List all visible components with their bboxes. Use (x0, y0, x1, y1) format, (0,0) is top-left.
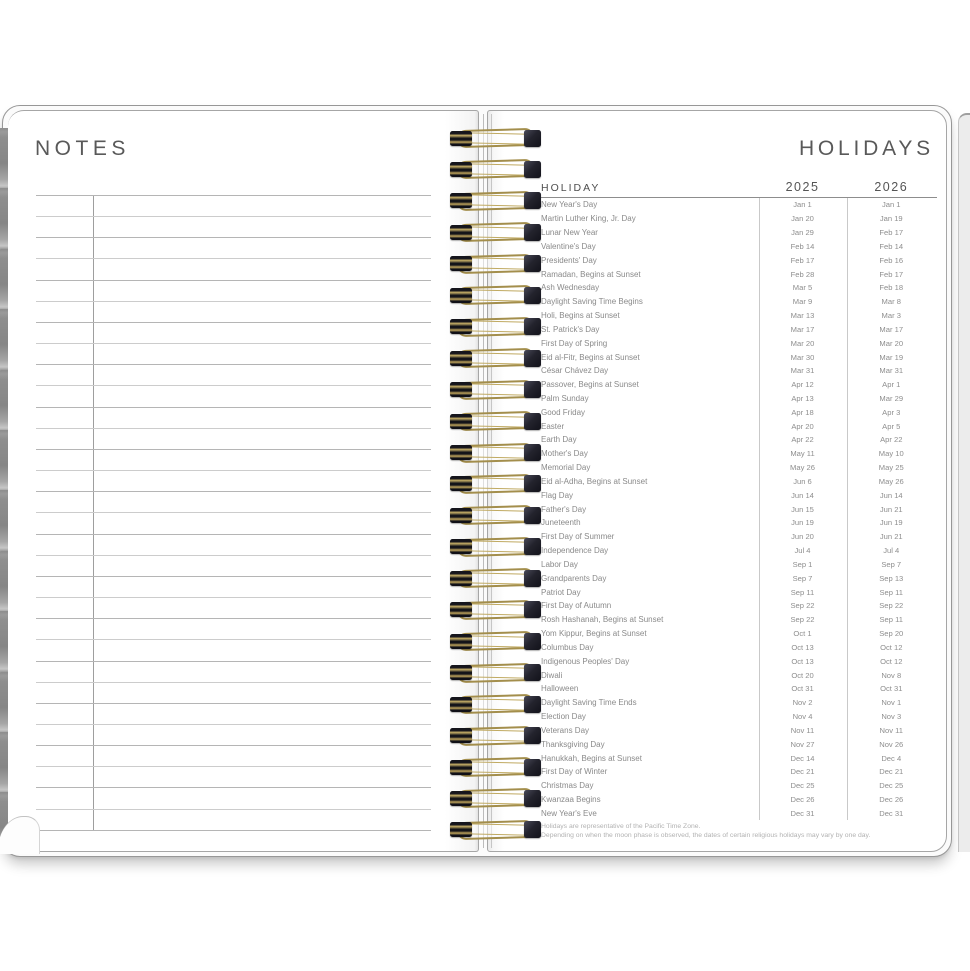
table-row (541, 322, 936, 336)
date-2026-cell: May 10 (878, 449, 904, 459)
date-2026-cell: Apr 3 (882, 407, 901, 417)
wire-end-cap-left (450, 508, 472, 523)
binding-loop (448, 411, 541, 431)
date-2026-cell: Feb 17 (879, 269, 904, 279)
table-row (541, 793, 936, 807)
ruled-line (36, 385, 431, 386)
date-2026-cell: Oct 31 (880, 684, 903, 694)
adjacent-page-edge (958, 113, 970, 852)
notes-page (8, 110, 479, 852)
binding-loop (448, 788, 541, 808)
ruled-line (36, 428, 431, 429)
table-row (541, 433, 936, 447)
binding-loop (448, 285, 541, 305)
ruled-line (36, 407, 431, 408)
wire-end-cap-right (524, 318, 541, 335)
table-row (541, 253, 936, 267)
holiday-name-cell: Martin Luther King, Jr. Day (541, 214, 636, 224)
wire-end-cap-right (524, 444, 541, 461)
holiday-name-cell: First Day of Winter (541, 767, 608, 777)
date-2025-cell: May 26 (790, 463, 815, 473)
table-row (541, 475, 936, 489)
table-rows (541, 198, 936, 820)
date-2025-cell: Jun 6 (793, 476, 812, 486)
holiday-name-cell: New Year's Eve (541, 808, 597, 818)
ruled-line (36, 512, 431, 513)
date-2025-cell: Mar 20 (790, 338, 815, 348)
wire-end-cap-right (524, 130, 541, 147)
holiday-column-header: HOLIDAY (541, 182, 601, 194)
table-row (541, 364, 936, 378)
binding-loop (448, 348, 541, 368)
table-row (541, 585, 936, 599)
holiday-name-cell: Eid al-Fitr, Begins at Sunset (541, 352, 640, 362)
date-2026-cell: Mar 19 (879, 352, 904, 362)
date-2026-cell: Sep 13 (879, 573, 904, 583)
table-row (541, 696, 936, 710)
notes-page-title: NOTES (35, 137, 130, 160)
table-row (541, 654, 936, 668)
holiday-name-cell: Holi, Begins at Sunset (541, 311, 620, 321)
date-2026-cell: Feb 17 (879, 228, 904, 238)
date-2025-cell: Dec 21 (790, 767, 815, 777)
date-2025-cell: Dec 31 (790, 808, 815, 818)
wire-end-cap-left (450, 256, 472, 271)
holiday-name-cell: Rosh Hashanah, Begins at Sunset (541, 615, 664, 625)
date-2026-cell: Nov 1 (881, 698, 902, 708)
wire-end-cap-right (524, 570, 541, 587)
wire-end-cap-right (524, 224, 541, 241)
ruled-line (36, 682, 431, 683)
date-2025-cell: Mar 13 (790, 311, 815, 321)
table-row (541, 737, 936, 751)
date-2026-cell: Mar 17 (879, 324, 904, 334)
table-row (541, 239, 936, 253)
ruled-line (36, 343, 431, 344)
holiday-name-cell: Ash Wednesday (541, 283, 600, 293)
date-2026-cell: Dec 21 (879, 767, 904, 777)
holiday-name-cell: Indigenous Peoples' Day (541, 656, 630, 666)
date-2026-cell: Oct 12 (880, 642, 903, 652)
wire-end-cap-right (524, 381, 541, 398)
date-2026-cell: Sep 11 (879, 587, 903, 597)
binding-loop (448, 222, 541, 242)
holiday-name-cell: Election Day (541, 712, 586, 722)
table-row (541, 405, 936, 419)
holiday-name-cell: Columbus Day (541, 642, 594, 652)
ruled-lines-area (36, 195, 431, 832)
ruled-line (36, 470, 431, 471)
wire-end-cap-left (450, 697, 472, 712)
table-row (541, 765, 936, 779)
table-row (541, 447, 936, 461)
table-row (541, 530, 936, 544)
table-row (541, 336, 936, 350)
date-2025-cell: Jan 20 (791, 214, 814, 224)
date-2025-cell: Oct 13 (791, 642, 814, 652)
binding-loop (448, 631, 541, 651)
holiday-name-cell: Independence Day (541, 546, 609, 556)
table-row (541, 627, 936, 641)
footnote-line-1: Holidays are representative of the Pacific Time Zone. (541, 823, 701, 830)
date-2025-cell: Sep 22 (790, 615, 815, 625)
date-2025-cell: Nov 4 (792, 712, 813, 722)
wire-end-cap-left (450, 602, 472, 617)
date-2026-cell: Dec 31 (879, 808, 904, 818)
holiday-name-cell: Memorial Day (541, 463, 591, 473)
table-row (541, 710, 936, 724)
date-2026-cell: Nov 8 (881, 670, 902, 680)
holiday-name-cell: St. Patrick's Day (541, 324, 600, 334)
ruled-line (36, 555, 431, 556)
date-2025-cell: Oct 31 (791, 684, 814, 694)
table-row (541, 641, 936, 655)
date-2026-cell: Apr 1 (882, 380, 901, 390)
holiday-name-cell: Good Friday (541, 407, 586, 417)
wire-end-cap-left (450, 193, 472, 208)
wire-end-cap-left (450, 319, 472, 334)
date-2025-cell: Mar 5 (792, 283, 813, 293)
table-row (541, 516, 936, 530)
footnotes (541, 822, 870, 841)
table-row (541, 599, 936, 613)
date-2026-cell: Jun 19 (879, 518, 903, 528)
date-2026-cell: Nov 26 (879, 739, 904, 749)
holiday-name-cell: Halloween (541, 684, 579, 694)
holiday-name-cell: First Day of Spring (541, 338, 608, 348)
holiday-name-cell: Father's Day (541, 504, 587, 514)
date-2026-cell: Apr 5 (882, 421, 901, 431)
date-2025-cell: Oct 20 (791, 670, 814, 680)
ruled-line (36, 724, 431, 725)
wire-end-cap-right (524, 255, 541, 272)
ruled-line (36, 195, 431, 196)
date-2026-cell: Apr 22 (880, 435, 903, 445)
holiday-name-cell: Flag Day (541, 490, 574, 500)
table-row (541, 779, 936, 793)
wire-end-cap-left (450, 728, 472, 743)
year-2026-column-header: 2026 (874, 180, 909, 194)
wire-end-cap-left (450, 791, 472, 806)
holiday-name-cell: New Year's Day (541, 200, 598, 210)
date-2025-cell: Sep 11 (790, 587, 815, 597)
ruled-line (36, 618, 431, 619)
table-row (541, 571, 936, 585)
binding-loop (448, 757, 541, 777)
date-2026-cell: Jun 21 (879, 504, 903, 514)
date-2025-cell: Mar 9 (792, 297, 813, 307)
holiday-name-cell: Daylight Saving Time Begins (541, 297, 643, 307)
date-2026-cell: Dec 26 (879, 795, 904, 805)
holiday-name-cell: Grandparents Day (541, 573, 607, 583)
wire-end-cap-right (524, 350, 541, 367)
wire-end-cap-left (450, 445, 472, 460)
wire-end-cap-right (524, 192, 541, 209)
table-row (541, 281, 936, 295)
date-2025-cell: Feb 28 (790, 269, 815, 279)
wire-end-cap-right (524, 507, 541, 524)
date-2025-cell: Sep 1 (792, 559, 813, 569)
ruled-line (36, 237, 431, 238)
holiday-name-cell: César Chávez Day (541, 366, 609, 376)
date-2026-cell: Jan 1 (881, 200, 901, 210)
wire-end-cap-right (524, 696, 541, 713)
date-2025-cell: Apr 13 (791, 394, 814, 403)
date-2025-cell: Nov 27 (790, 739, 815, 749)
binding-loop (448, 159, 541, 179)
date-2026-cell: Sep 11 (879, 615, 903, 625)
ruled-line (36, 766, 431, 767)
date-2025-cell: Sep 22 (790, 601, 815, 611)
holiday-name-cell: Juneteenth (541, 518, 581, 528)
date-2026-cell: Dec 25 (879, 781, 904, 791)
holiday-name-cell: Thanksgiving Day (541, 739, 605, 749)
wire-end-cap-right (524, 759, 541, 776)
wire-end-cap-right (524, 413, 541, 430)
holiday-name-cell: First Day of Autumn (541, 601, 612, 611)
holiday-name-cell: Daylight Saving Time Ends (541, 698, 637, 708)
binding-loop (448, 254, 541, 274)
holiday-name-cell: Eid al-Adha, Begins at Sunset (541, 476, 648, 486)
date-2026-cell: Jul 4 (883, 546, 900, 556)
date-2025-cell: Apr 18 (791, 407, 814, 417)
date-2026-cell: Jun 14 (879, 490, 903, 500)
holiday-name-cell: Diwali (541, 670, 563, 680)
date-2025-cell: Apr 12 (791, 380, 814, 390)
date-2026-cell: Mar 3 (881, 311, 901, 321)
ruled-line (36, 809, 431, 810)
table-row (541, 226, 936, 240)
table-row (541, 544, 936, 558)
date-2026-cell: Mar 31 (879, 366, 904, 376)
wire-end-cap-left (450, 539, 472, 554)
holidays-table (541, 173, 936, 820)
table-row (541, 461, 936, 475)
date-2025-cell: Oct 13 (791, 656, 814, 666)
date-2026-cell: Dec 4 (881, 753, 902, 763)
date-2026-cell: Nov 11 (879, 725, 903, 735)
binding-loop (448, 317, 541, 337)
table-row (541, 212, 936, 226)
wire-end-cap-right (524, 633, 541, 650)
ruled-line (36, 280, 431, 281)
table-header-row (541, 173, 936, 197)
table-row (541, 295, 936, 309)
table-row (541, 392, 936, 406)
column-divider-2 (847, 198, 848, 820)
binding-loop (448, 191, 541, 211)
binding-loop (448, 694, 541, 714)
ruled-line (36, 534, 431, 535)
date-2025-cell: Jul 4 (794, 546, 811, 556)
wire-end-cap-left (450, 634, 472, 649)
binding-loop (448, 128, 541, 148)
holiday-name-cell: Veterans Day (541, 725, 590, 735)
date-2026-cell: Oct 12 (880, 656, 903, 666)
holiday-name-cell: Ramadan, Begins at Sunset (541, 269, 641, 279)
table-row (541, 502, 936, 516)
table-row (541, 309, 936, 323)
date-2025-cell: Apr 20 (791, 421, 814, 431)
table-row (541, 723, 936, 737)
table-row (541, 488, 936, 502)
holiday-name-cell: Labor Day (541, 559, 578, 569)
wire-end-cap-left (450, 351, 472, 366)
ruled-line (36, 597, 431, 598)
table-row (541, 613, 936, 627)
date-2026-cell: Jun 21 (879, 532, 903, 542)
table-row (541, 558, 936, 572)
date-2026-cell: Mar 8 (881, 297, 901, 307)
ruled-line (36, 449, 431, 450)
ruled-line (36, 703, 431, 704)
wire-end-cap-right (524, 821, 541, 838)
date-2026-cell: Feb 18 (879, 283, 904, 293)
wire-end-cap-left (450, 760, 472, 775)
wire-end-cap-right (524, 790, 541, 807)
date-2025-cell: Mar 31 (790, 366, 815, 376)
wire-end-cap-right (524, 601, 541, 618)
date-2026-cell: May 25 (878, 463, 904, 473)
date-2025-cell: Oct 1 (793, 629, 812, 639)
date-2026-cell: Jan 19 (879, 214, 903, 224)
table-row (541, 350, 936, 364)
binding-loop (448, 474, 541, 494)
holidays-page-title: HOLIDAYS (798, 137, 934, 160)
binding-loop (448, 443, 541, 463)
binding-loop (448, 726, 541, 746)
date-2025-cell: Jun 20 (791, 532, 814, 542)
wire-end-cap-left (450, 162, 472, 177)
wire-end-cap-right (524, 538, 541, 555)
table-row (541, 682, 936, 696)
ruled-line (36, 830, 431, 831)
date-2026-cell: Mar 29 (879, 394, 904, 403)
date-2025-cell: Jun 19 (791, 518, 814, 528)
date-2025-cell: Feb 17 (790, 255, 815, 265)
wire-end-cap-left (450, 382, 472, 397)
footnote-line-2: Depending on when the moon phase is observed, the dates of certain religious holidays may vary by one day. (541, 832, 871, 840)
ruled-line (36, 216, 431, 217)
holiday-name-cell: Passover, Begins at Sunset (541, 380, 639, 390)
date-2025-cell: Jan 1 (793, 200, 812, 210)
holiday-name-cell: Mother's Day (541, 449, 588, 459)
date-2025-cell: Mar 17 (790, 324, 815, 334)
date-2025-cell: Dec 25 (790, 781, 815, 791)
date-2025-cell: Jun 15 (791, 504, 814, 514)
date-2025-cell: Nov 2 (792, 698, 813, 708)
date-2026-cell: Sep 20 (879, 629, 904, 639)
holiday-name-cell: Lunar New Year (541, 228, 598, 238)
binding-loop (448, 380, 541, 400)
date-2025-cell: Nov 11 (790, 725, 815, 735)
table-row (541, 198, 936, 212)
date-2025-cell: Apr 22 (791, 435, 814, 445)
binding-loop (448, 537, 541, 557)
date-2026-cell: May 26 (878, 476, 904, 486)
holiday-name-cell: First Day of Summer (541, 532, 615, 542)
holiday-name-cell: Kwanzaa Begins (541, 795, 601, 805)
column-divider-1 (759, 198, 760, 820)
wire-end-cap-left (450, 822, 472, 837)
wire-end-cap-right (524, 287, 541, 304)
table-row (541, 267, 936, 281)
wire-end-cap-left (450, 288, 472, 303)
wire-end-cap-right (524, 475, 541, 492)
binding-loop (448, 600, 541, 620)
date-2025-cell: Jan 29 (791, 228, 814, 238)
date-2025-cell: May 11 (790, 449, 815, 459)
holiday-name-cell: Valentine's Day (541, 241, 596, 251)
ruled-line (36, 745, 431, 746)
date-2025-cell: Mar 30 (790, 352, 815, 362)
ruled-line (36, 576, 431, 577)
wire-end-cap-right (524, 664, 541, 681)
wire-end-cap-right (524, 161, 541, 178)
date-2025-cell: Dec 26 (790, 795, 815, 805)
holiday-name-cell: Presidents' Day (541, 255, 597, 265)
holiday-name-cell: Patriot Day (541, 587, 581, 597)
table-row (541, 378, 936, 392)
wire-end-cap-left (450, 476, 472, 491)
binding-loop (448, 505, 541, 525)
holiday-name-cell: Christmas Day (541, 781, 594, 791)
holidays-page (487, 110, 947, 852)
holiday-name-cell: Palm Sunday (541, 394, 589, 403)
date-2025-cell: Feb 14 (790, 241, 815, 251)
wire-end-cap-left (450, 131, 472, 146)
ruled-line (36, 301, 431, 302)
wire-end-cap-right (524, 727, 541, 744)
ruled-line (36, 258, 431, 259)
binding-loop (448, 663, 541, 683)
holiday-name-cell: Hanukkah, Begins at Sunset (541, 753, 642, 763)
wire-end-cap-left (450, 414, 472, 429)
ruled-line (36, 322, 431, 323)
ruled-line (36, 661, 431, 662)
table-row (541, 668, 936, 682)
holiday-name-cell: Yom Kippur, Begins at Sunset (541, 629, 647, 639)
date-2025-cell: Dec 14 (790, 753, 815, 763)
date-2025-cell: Jun 14 (791, 490, 814, 500)
ruled-line (36, 491, 431, 492)
date-2026-cell: Feb 16 (879, 255, 904, 265)
holiday-name-cell: Earth Day (541, 435, 577, 445)
year-2025-column-header: 2025 (785, 180, 820, 194)
date-2026-cell: Feb 14 (879, 241, 904, 251)
date-2025-cell: Sep 7 (792, 573, 813, 583)
ruled-line (36, 364, 431, 365)
date-2026-cell: Sep 22 (879, 601, 904, 611)
binding-loop (448, 820, 541, 840)
wire-end-cap-left (450, 225, 472, 240)
ruled-line (36, 787, 431, 788)
table-row (541, 806, 936, 820)
holiday-name-cell: Easter (541, 421, 565, 431)
wire-end-cap-left (450, 571, 472, 586)
ruled-line (36, 639, 431, 640)
date-2026-cell: Mar 20 (879, 338, 904, 348)
date-2026-cell: Sep 7 (881, 559, 902, 569)
table-row (541, 751, 936, 765)
wire-end-cap-left (450, 665, 472, 680)
binding-loop (448, 568, 541, 588)
table-row (541, 419, 936, 433)
date-2026-cell: Nov 3 (881, 712, 902, 722)
